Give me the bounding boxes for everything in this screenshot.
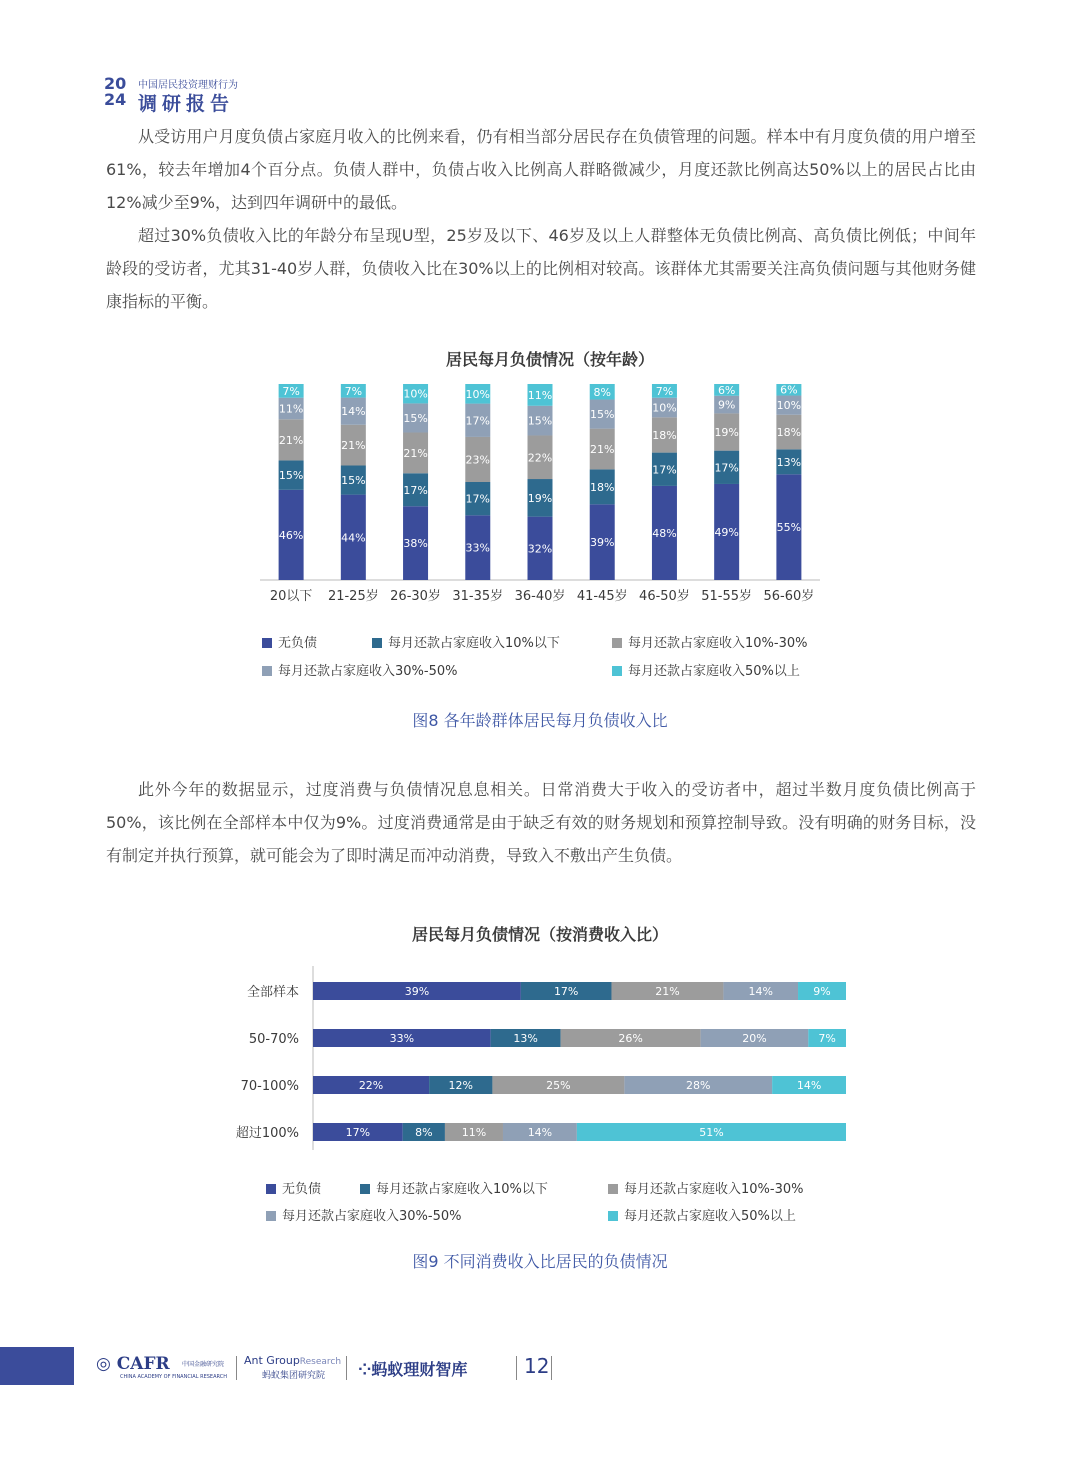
bar-data-label: 10%	[652, 401, 677, 415]
legend-item-30-50	[266, 1205, 461, 1224]
bar-data-label: 9%	[813, 985, 831, 998]
footer-divider	[551, 1356, 552, 1380]
chart2-title: 居民每月负债情况（按消费收入比）	[411, 925, 668, 944]
bar-data-label: 18%	[776, 426, 802, 440]
legend-item-10-30	[608, 1178, 803, 1197]
cafr-cn-name: 中国金融研究院	[182, 1361, 225, 1368]
ant-group-text: Ant Group	[244, 1354, 300, 1367]
x-tick-label: 26-30岁	[390, 589, 441, 604]
bar-data-label: 49%	[714, 525, 739, 539]
cafr-en-name: CHINA ACADEMY OF FINANCIAL RESEARCH	[120, 1374, 227, 1380]
mayi-text: 蚂蚁理财智库	[371, 1360, 468, 1379]
x-tick-label: 51-55岁	[701, 589, 753, 604]
legend-swatch	[266, 1184, 276, 1194]
legend-label: 每月还款占家庭收入10%以下	[388, 636, 560, 651]
bar-data-label: 12%	[448, 1079, 473, 1092]
legend-label: 每月还款占家庭收入30%-50%	[278, 664, 458, 679]
bar-data-label: 38%	[403, 537, 428, 551]
chart1-title: 居民每月负债情况（按年龄）	[445, 350, 654, 369]
bar-data-label: 7%	[282, 384, 300, 398]
bar-data-label: 46%	[278, 528, 304, 542]
legend-item-10-30	[612, 632, 807, 651]
bar-data-label: 39%	[589, 536, 615, 550]
legend-swatch	[608, 1184, 618, 1194]
ant-group-logo	[244, 1354, 341, 1367]
bar-data-label: 17%	[345, 1126, 371, 1139]
legend-swatch	[612, 638, 622, 648]
bar-data-label: 15%	[527, 414, 553, 428]
bar-data-label: 21%	[278, 433, 304, 447]
paragraph-2: 超过30%负债收入比的年龄分布呈现U型，25岁及以下、46岁及以上人群整体无负债比例高、高负债比例低；中间年龄段的受访者，尤其31-40岁人群，负债收入比在30%以上的比例相对较高。该群体尤其需要关注高负债问题与其他财务健康指标的平衡。	[106, 226, 976, 311]
bar-data-label: 19%	[714, 426, 739, 440]
bar-data-label: 15%	[403, 411, 428, 425]
footer-accent-bar	[0, 1347, 74, 1385]
bar-data-label: 17%	[553, 985, 579, 998]
legend-label: 无负债	[282, 1182, 322, 1197]
bar-data-label: 6%	[717, 383, 736, 397]
legend-label: 每月还款占家庭收入50%以上	[624, 1209, 796, 1224]
bar-data-label: 15%	[278, 469, 304, 483]
y-tick-label: 70-100%	[240, 1079, 299, 1094]
y-tick-label: 50-70%	[248, 1032, 299, 1047]
bar-data-label: 26%	[618, 1032, 643, 1045]
x-tick-label: 41-45岁	[576, 589, 628, 604]
bar-data-label: 6%	[780, 383, 798, 397]
bar-data-label: 32%	[527, 542, 553, 556]
bar-data-label: 44%	[341, 531, 366, 545]
legend-label: 每月还款占家庭收入50%以上	[628, 664, 800, 679]
legend-item-under-10	[372, 632, 560, 651]
diamond-dots-icon: ⁘	[358, 1360, 372, 1379]
bar-data-label: 33%	[389, 1032, 415, 1045]
bar-data-label: 18%	[652, 428, 677, 442]
legend-swatch	[262, 638, 272, 648]
bar-data-label: 13%	[776, 455, 802, 469]
bar-data-label: 33%	[465, 541, 491, 555]
x-tick-label: 46-50岁	[639, 589, 690, 604]
legend-swatch	[360, 1184, 370, 1194]
y-tick-label: 超过100%	[235, 1126, 299, 1141]
paragraph-3: 此外今年的数据显示，过度消费与负债情况息息相关。日常消费大于收入的受访者中，超过半数月度负债比例高于50%，该比例在全部样本中仅为9%。过度消费通常是由于缺乏有效的财务规划和预算控制导致。没有明确的财务目标，没有制定并执行预算，就可能会为了即时满足而冲动消费，导致入不敷出产生负债。	[106, 780, 976, 865]
chart1-age-stacked-bar	[250, 378, 830, 608]
legend-item-30-50	[262, 660, 457, 679]
footer-divider	[346, 1356, 347, 1380]
bar-data-label: 17%	[465, 492, 491, 506]
legend-item-under-10	[360, 1178, 548, 1197]
bar-data-label: 8%	[593, 385, 611, 399]
bar-data-label: 20%	[742, 1032, 767, 1045]
bar-data-label: 18%	[589, 480, 615, 494]
bar-data-label: 11%	[278, 402, 304, 416]
bar-data-label: 21%	[403, 446, 428, 460]
legend-swatch	[612, 666, 622, 676]
ant-research-cn: 蚂蚁集团研究院	[262, 1371, 326, 1381]
bar-data-label: 23%	[465, 453, 491, 467]
footer-divider	[236, 1356, 237, 1380]
bar-data-label: 14%	[796, 1079, 822, 1092]
bar-data-label: 11%	[461, 1126, 487, 1139]
x-tick-label: 20以下	[269, 589, 313, 604]
bar-data-label: 17%	[652, 463, 677, 477]
bar-data-label: 55%	[776, 521, 802, 535]
bar-data-label: 10%	[403, 387, 428, 401]
year-badge	[104, 76, 128, 108]
chart1-legend	[262, 632, 862, 682]
cafr-text: CAFR	[116, 1354, 170, 1374]
chart2-consumption-stacked-bar	[220, 962, 860, 1154]
cafr-seal-icon: ◎	[96, 1354, 111, 1374]
bar-data-label: 22%	[527, 451, 553, 465]
bar-data-label: 11%	[527, 388, 553, 402]
bar-data-label: 48%	[652, 526, 677, 540]
bar-data-label: 10%	[465, 387, 491, 401]
legend-swatch	[266, 1211, 276, 1221]
bar-data-label: 25%	[546, 1079, 571, 1092]
bar-data-label: 21%	[341, 439, 366, 453]
footer-divider	[516, 1356, 517, 1380]
bar-data-label: 9%	[717, 398, 736, 412]
mayi-logo	[358, 1357, 467, 1380]
bar-data-label: 21%	[655, 985, 680, 998]
legend-swatch	[372, 638, 382, 648]
legend-swatch	[608, 1211, 618, 1221]
bar-data-label: 14%	[527, 1126, 553, 1139]
bar-data-label: 17%	[714, 461, 739, 475]
year-top: 20	[104, 74, 127, 93]
report-title: 调研报告	[138, 93, 235, 115]
page-number: 12	[524, 1354, 550, 1378]
cafr-logo	[96, 1354, 170, 1374]
legend-label: 每月还款占家庭收入10%-30%	[628, 636, 808, 651]
paragraph-1: 从受访用户月度负债占家庭月收入的比例来看，仍有相当部分居民存在负债管理的问题。样本中有月度负债的用户增至61%，较去年增加4个百分点。负债人群中，负债占收入比例高人群略微减少，月度还款比例高达50%以上的居民占比由12%减少至9%，达到四年调研中的最低。	[106, 127, 976, 212]
x-tick-label: 21-25岁	[327, 589, 379, 604]
bar-data-label: 14%	[748, 985, 773, 998]
bar-data-label: 7%	[344, 384, 363, 398]
bar-data-label: 17%	[403, 483, 428, 497]
body-text-2	[106, 773, 976, 872]
legend-label: 每月还款占家庭收入30%-50%	[282, 1209, 462, 1224]
year-bottom: 24	[104, 90, 127, 109]
legend-item-over-50	[608, 1205, 796, 1224]
x-tick-label: 36-40岁	[514, 589, 566, 604]
x-tick-label: 56-60岁	[763, 589, 815, 604]
bar-data-label: 7%	[655, 384, 674, 398]
bar-data-label: 17%	[465, 414, 491, 428]
bar-data-label: 22%	[358, 1079, 384, 1092]
y-tick-label: 全部样本	[246, 985, 299, 1000]
bar-data-label: 15%	[341, 474, 366, 488]
report-subtitle: 中国居民投资理财行为	[138, 80, 238, 91]
x-tick-label: 31-35岁	[452, 589, 504, 604]
bar-data-label: 7%	[818, 1032, 836, 1045]
legend-label: 每月还款占家庭收入10%-30%	[624, 1182, 804, 1197]
legend-swatch	[262, 666, 272, 676]
bar-data-label: 19%	[527, 491, 553, 505]
bar-data-label: 21%	[589, 443, 615, 457]
bar-data-label: 15%	[589, 408, 615, 422]
bar-data-label: 51%	[699, 1126, 724, 1139]
bar-data-label: 39%	[404, 985, 430, 998]
figure8-caption: 图8 各年龄群体居民每月负债收入比	[412, 711, 668, 730]
legend-item-over-50	[612, 660, 800, 679]
bar-data-label: 13%	[513, 1032, 538, 1045]
body-text-1	[106, 120, 976, 318]
bar-data-label: 8%	[415, 1126, 433, 1139]
legend-item-no-debt	[262, 632, 317, 651]
bar-data-label: 28%	[686, 1079, 711, 1092]
figure9-caption: 图9 不同消费收入比居民的负债情况	[412, 1252, 668, 1271]
bar-data-label: 10%	[776, 399, 802, 413]
legend-label: 每月还款占家庭收入10%以下	[376, 1182, 548, 1197]
legend-label: 无负债	[278, 636, 318, 651]
ant-research-text: Research	[299, 1357, 342, 1367]
legend-item-no-debt	[266, 1178, 321, 1197]
chart2-legend	[266, 1178, 866, 1228]
bar-data-label: 14%	[341, 405, 366, 419]
